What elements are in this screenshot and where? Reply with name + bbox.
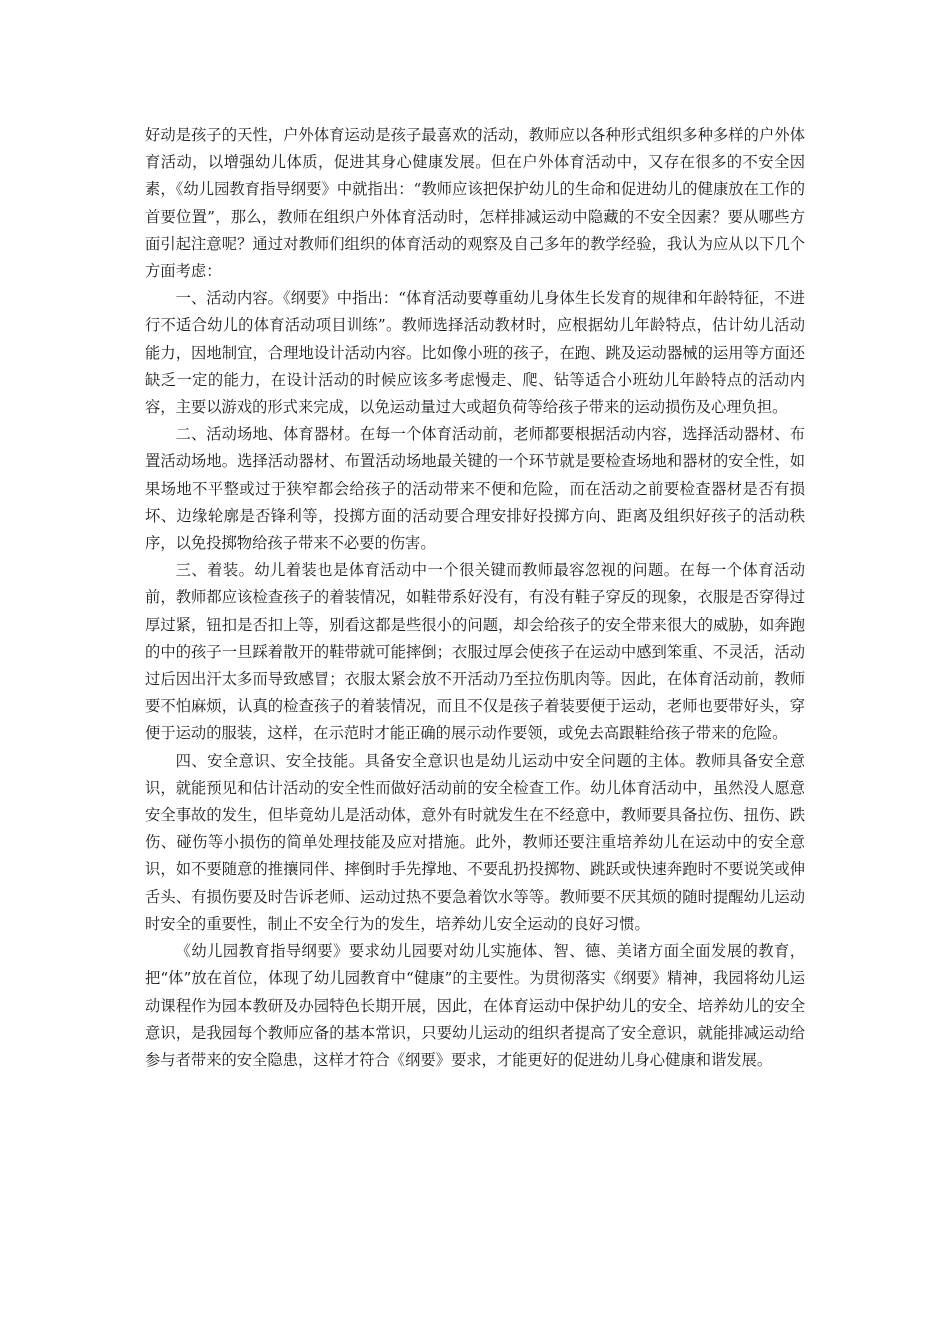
- paragraph-venue-equipment: 二、活动场地、体育器材。在每一个体育活动前，老师都要根据活动内容，选择活动器材、布置活动场地。选择活动器材、布置活动场地最关键的一个环节就是要检查场地和器材的安全性，如果场地不平整或过于狭窄都会给孩子的活动带来不便和危险，而在活动之前要检查器材是否有损坏、边缘轮廓是否锋利等，投掷方面的活动要合理安排好投掷方向、距离及组织好孩子的活动秩序，以免投掷物给孩子带来不必要的伤害。: [145, 425, 805, 553]
- paragraph-conclusion: 《幼儿园教育指导纲要》要求幼儿园要对幼儿实施体、智、德、美诸方面全面发展的教育，把“体”放在首位，体现了幼儿园教育中“健康”的主要性。为贯彻落实《纲要》精神，我园将幼儿运动课程作为园本教研及办园特色长期开展，因此，在体育运动中保护幼儿的安全、培养幼儿的安全意识，是我园每个教师应备的基本常识，只要幼儿运动的组织者提高了安全意识，就能排减运动给参与者带来的安全隐患，这样才符合《纲要》要求，才能更好的促进幼儿身心健康和谐发展。: [145, 942, 805, 1069]
- paragraph-activity-content: 一、活动内容。《纲要》中指出：“体育活动要尊重幼儿身体生长发育的规律和年龄特征，不进行不适合幼儿的体育活动项目训练”。教师选择活动教材时，应根据幼儿年龄特点，估计幼儿活动能力，因地制宜，合理地设计活动内容。比如像小班的孩子，在跑、跳及运动器械的运用等方面还缺乏一定的能力，在设计活动的时候应该多考虑慢走、爬、钻等适合小班幼儿年龄特点的活动内容，主要以游戏的形式来完成，以免运动量过大或超负荷等给孩子带来的运动损伤及心理负担。: [145, 289, 805, 417]
- paragraph-intro: 好动是孩子的天性，户外体育运动是孩子最喜欢的活动，教师应以各种形式组织多种多样的户外体育活动，以增强幼儿体质，促进其身心健康发展。但在户外体育活动中，又存在很多的不安全因素，《幼儿园教育指导纲要》中就指出：“教师应该把保护幼儿的生命和促进幼儿的健康放在工作的首要位置”，那么，教师在组织户外体育活动时，怎样排减运动中隐藏的不安全因素？要从哪些方面引起注意呢？通过对教师们组织的体育活动的观察及自己多年的教学经验，我认为应从以下几个方面考虑：: [145, 126, 805, 281]
- paragraph-safety-awareness: 四、安全意识、安全技能。具备安全意识也是幼儿运动中安全问题的主体。教师具备安全意识，就能预见和估计活动的安全性而做好活动前的安全检查工作。幼儿体育活动中，虽然没人愿意安全事故的发生，但毕竟幼儿是活动体，意外有时就发生在不经意中，教师要具备拉伤、扭伤、跌伤、碰伤等小损伤的简单处理技能及应对措施。此外，教师还要注重培养幼儿在运动中的安全意识，如不要随意的推攘同伴、摔倒时手先撑地、不要乱扔投掷物、跳跃或快速奔跑时不要说笑或伸舌头、有损伤要及时告诉老师、运动过热不要急着饮水等等。教师要不厌其烦的随时提醒幼儿运动时安全的重要性，制止不安全行为的发生，培养幼儿安全运动的良好习惯。: [145, 751, 805, 933]
- paragraph-clothing: 三、着装。幼儿着装也是体育活动中一个很关键而教师最容忽视的问题。在每一个体育活动前，教师都应该检查孩子的着装情况，如鞋带系好没有，有没有鞋子穿反的现象，衣服是否穿得过厚过紧，钮扣是否扣上等，别看这都是些很小的问题，却会给孩子的安全带来很大的威胁，如奔跑的中的孩子一旦踩着散开的鞋带就可能摔倒；衣服过厚会使孩子在运动中感到笨重、不灵活，活动过后因出汗太多而导致感冒；衣服太紧会放不开活动乃至拉伤肌肉等。因此，在体育活动前，教师要不怕麻烦，认真的检查孩子的着装情况，而且不仅是孩子着装要便于运动，老师也要带好头，穿便于运动的服装，这样，在示范时才能正确的展示动作要领，或免去高跟鞋给孩子带来的危险。: [145, 561, 805, 743]
- document-body: [145, 122, 805, 1074]
